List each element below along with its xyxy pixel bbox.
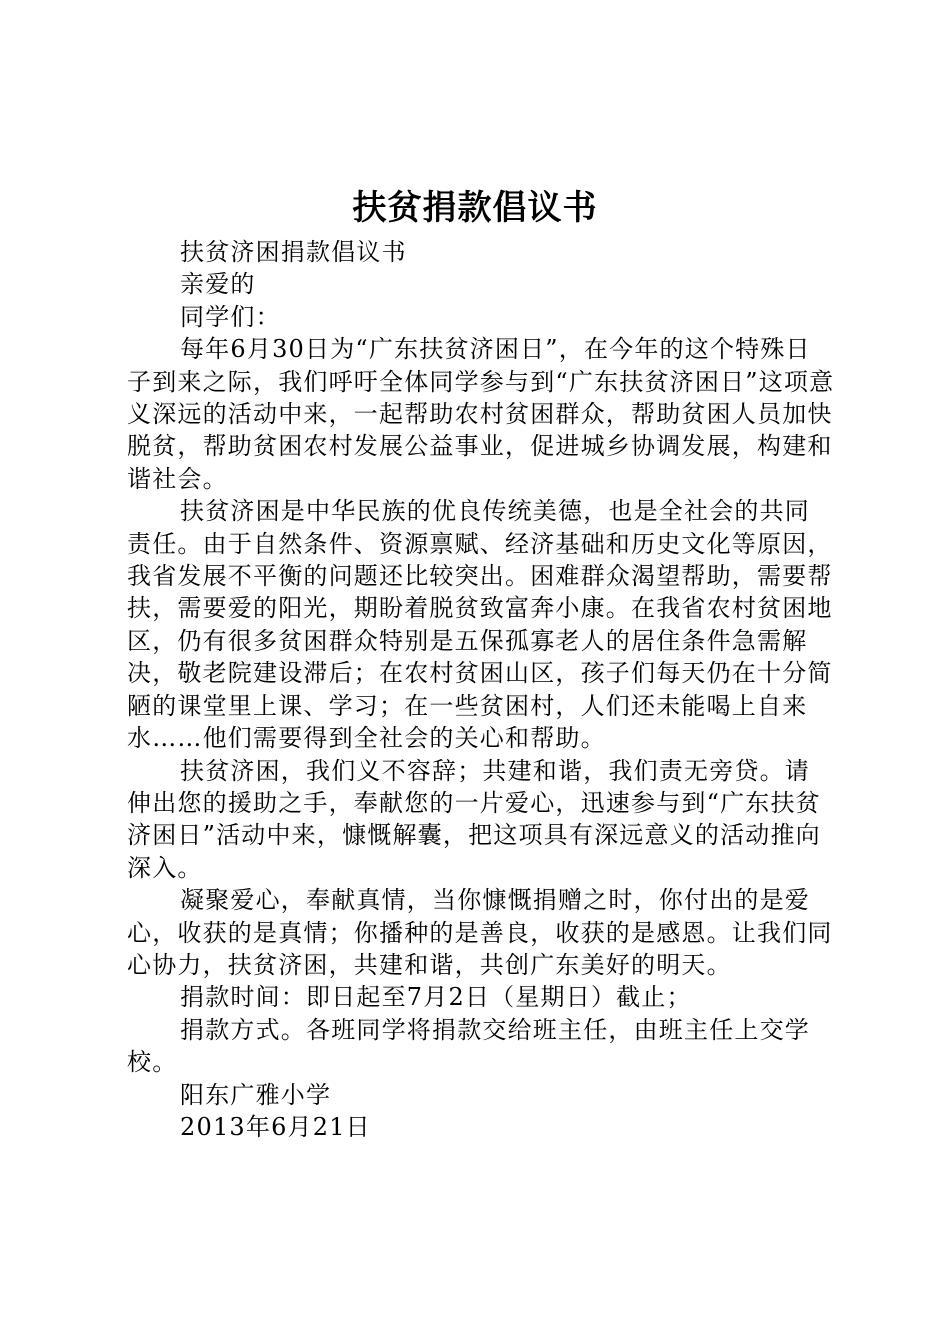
signature-date: 2013年6月21日 xyxy=(180,1112,371,1141)
donation-time: 捐款时间：即日起至7月2日（星期日）截止； xyxy=(180,983,692,1012)
paragraph-closing: 凝聚爱心，奉献真情，当你慷慨捐赠之时，你付出的是爱心，收获的是真情；你播种的是善良，收获的是感恩。让我们同心协力，扶贫济困，共建和谐，共创广东美好的明天。 xyxy=(127,886,833,979)
paragraph-appeal: 扶贫济困，我们义不容辞；共建和谐，我们责无旁贷。请伸出您的援助之手，奉献您的一片爱心，迅速参与到“广东扶贫济困日”活动中来，慷慨解囊，把这项具有深远意义的活动推向深入。 xyxy=(127,756,821,882)
document-title: 扶贫捐款倡议书 xyxy=(352,188,598,228)
donation-method: 捐款方式。各班同学将捐款交给班主任，由班主任上交学校。 xyxy=(127,1015,810,1077)
paragraph-responsibility: 扶贫济困是中华民族的优良传统美德，也是全社会的共同责任。由于自然条件、资源禀赋、经济基础和历史文化等原因，我省发展不平衡的问题还比较突出。困难群众渴望帮助，需要帮扶，需要爱的阳光，期盼着脱贫致富奔小康。在我省农村贫困地区，仍有很多贫困群众特别是五保孤寡老人的居住条件急需解决，敬老院建设滞后；在农村贫困山区，孩子们每天仍在十分简陋的课堂里上课、学习；在一些贫困村，人们还未能喝上自来水……他们需要得到全社会的关心和帮助。 xyxy=(127,497,833,753)
addressee-line: 同学们： xyxy=(180,302,281,331)
document-body xyxy=(127,236,835,1143)
subtitle-line: 扶贫济困捐款倡议书 xyxy=(180,238,407,266)
salutation-line: 亲爱的 xyxy=(180,270,256,299)
paragraph-intro: 每年6月30日为“广东扶贫济困日”，在今年的这个特殊日子到来之际，我们呼吁全体同学参与到“广东扶贫济困日”这项意义深远的活动中来，一起帮助农村贫困群众，帮助贫困人员加快脱贫，帮助贫困农村发展公益事业，促进城乡协调发展，构建和谐社会。 xyxy=(127,335,835,493)
signature-organization: 阳东广雅小学 xyxy=(180,1080,332,1109)
